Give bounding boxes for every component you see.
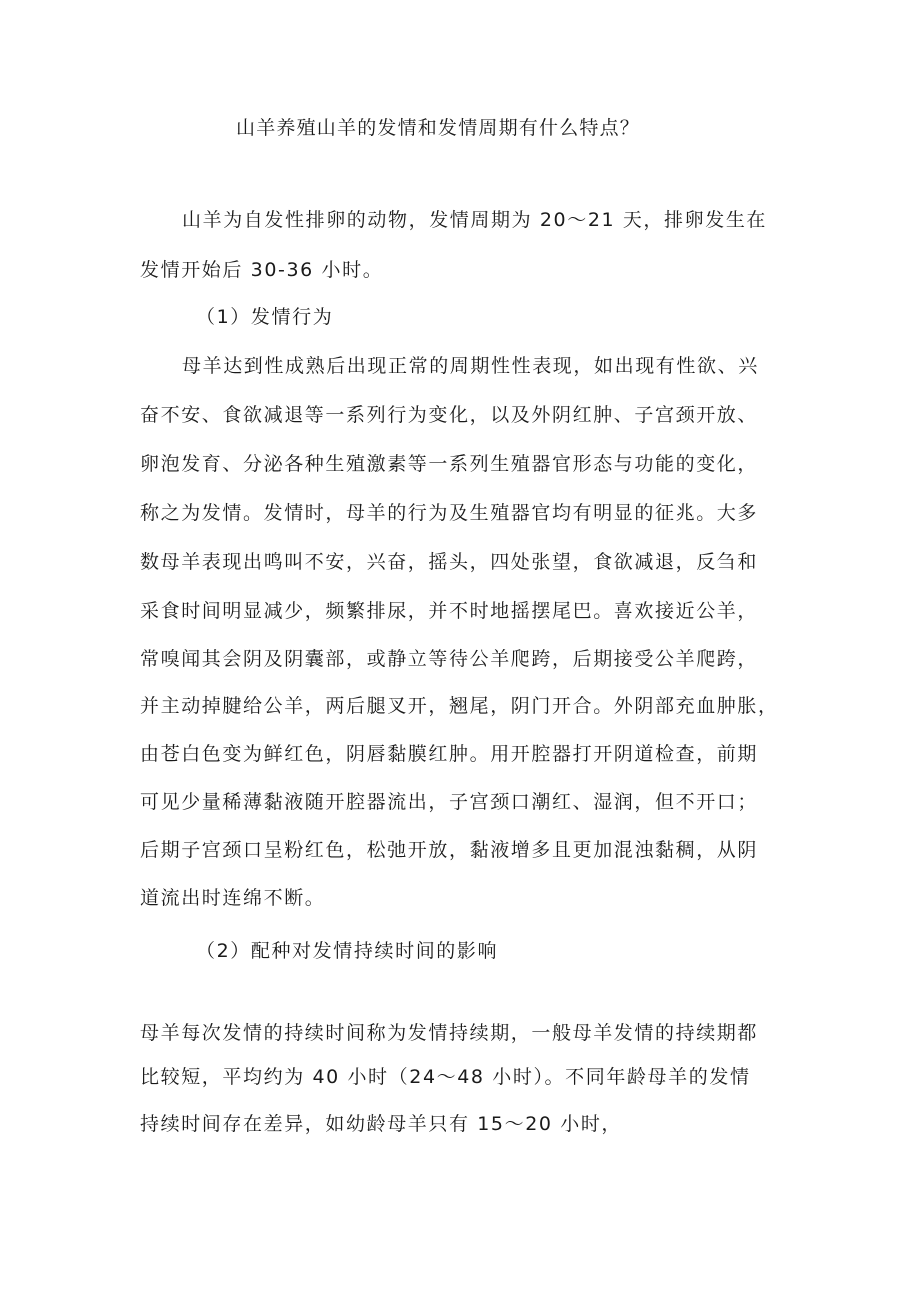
paragraph-line: 可见少量稀薄黏液随开腔器流出，子宫颈口潮红、湿润，但不开口； (140, 791, 759, 813)
section-heading: （2）配种对发情持续时间的影响 (196, 940, 499, 962)
paragraph-line: 后期子宫颈口呈粉红色，松弛开放，黏液增多且更加混浊黏稠，从阴 (140, 839, 759, 861)
paragraph-line: 采食时间明显减少，频繁排尿，并不时地摇摆尾巴。喜欢接近公羊， (140, 600, 759, 622)
document-title: 山羊养殖山羊的发情和发情周期有什么特点？ (236, 117, 641, 139)
paragraph-line: 卵泡发育、分泌各种生殖激素等一系列生殖器官形态与功能的变化， (140, 453, 759, 475)
paragraph-line: 奋不安、食欲减退等一系列行为变化，以及外阴红肿、子宫颈开放、 (140, 404, 759, 426)
paragraph-line: 道流出时连绵不断。 (140, 887, 326, 909)
paragraph-line: 称之为发情。发情时，母羊的行为及生殖器官均有明显的征兆。大多 (140, 502, 759, 524)
paragraph-line: 数母羊表现出鸣叫不安，兴奋，摇头，四处张望，食欲减退，反刍和 (140, 551, 759, 573)
paragraph-line: 并主动掉腱给公羊，两后腿叉开，翘尾，阴门开合。外阴部充血肿胀， (140, 695, 779, 717)
intro-line: 山羊为自发性排卵的动物，发情周期为 20～21 天，排卵发生在 (182, 209, 768, 231)
paragraph-line: 由苍白色变为鲜红色，阴唇黏膜红肿。用开腔器打开阴道检查，前期 (140, 743, 759, 765)
section-heading: （1）发情行为 (196, 306, 334, 328)
paragraph-line: 比较短，平均约为 40 小时（24～48 小时）。不同年龄母羊的发情 (140, 1066, 751, 1088)
paragraph-line: 持续时间存在差异，如幼龄母羊只有 15～20 小时， (140, 1113, 623, 1135)
paragraph-line: 母羊每次发情的持续时间称为发情持续期，一般母羊发情的持续期都 (140, 1022, 759, 1044)
intro-line: 发情开始后 30-36 小时。 (140, 259, 384, 281)
paragraph-line: 常嗅闻其会阴及阴囊部，或静立等待公羊爬跨，后期接受公羊爬跨， (140, 648, 759, 670)
paragraph-line: 母羊达到性成熟后出现正常的周期性性表现，如出现有性欲、兴 (182, 355, 759, 377)
